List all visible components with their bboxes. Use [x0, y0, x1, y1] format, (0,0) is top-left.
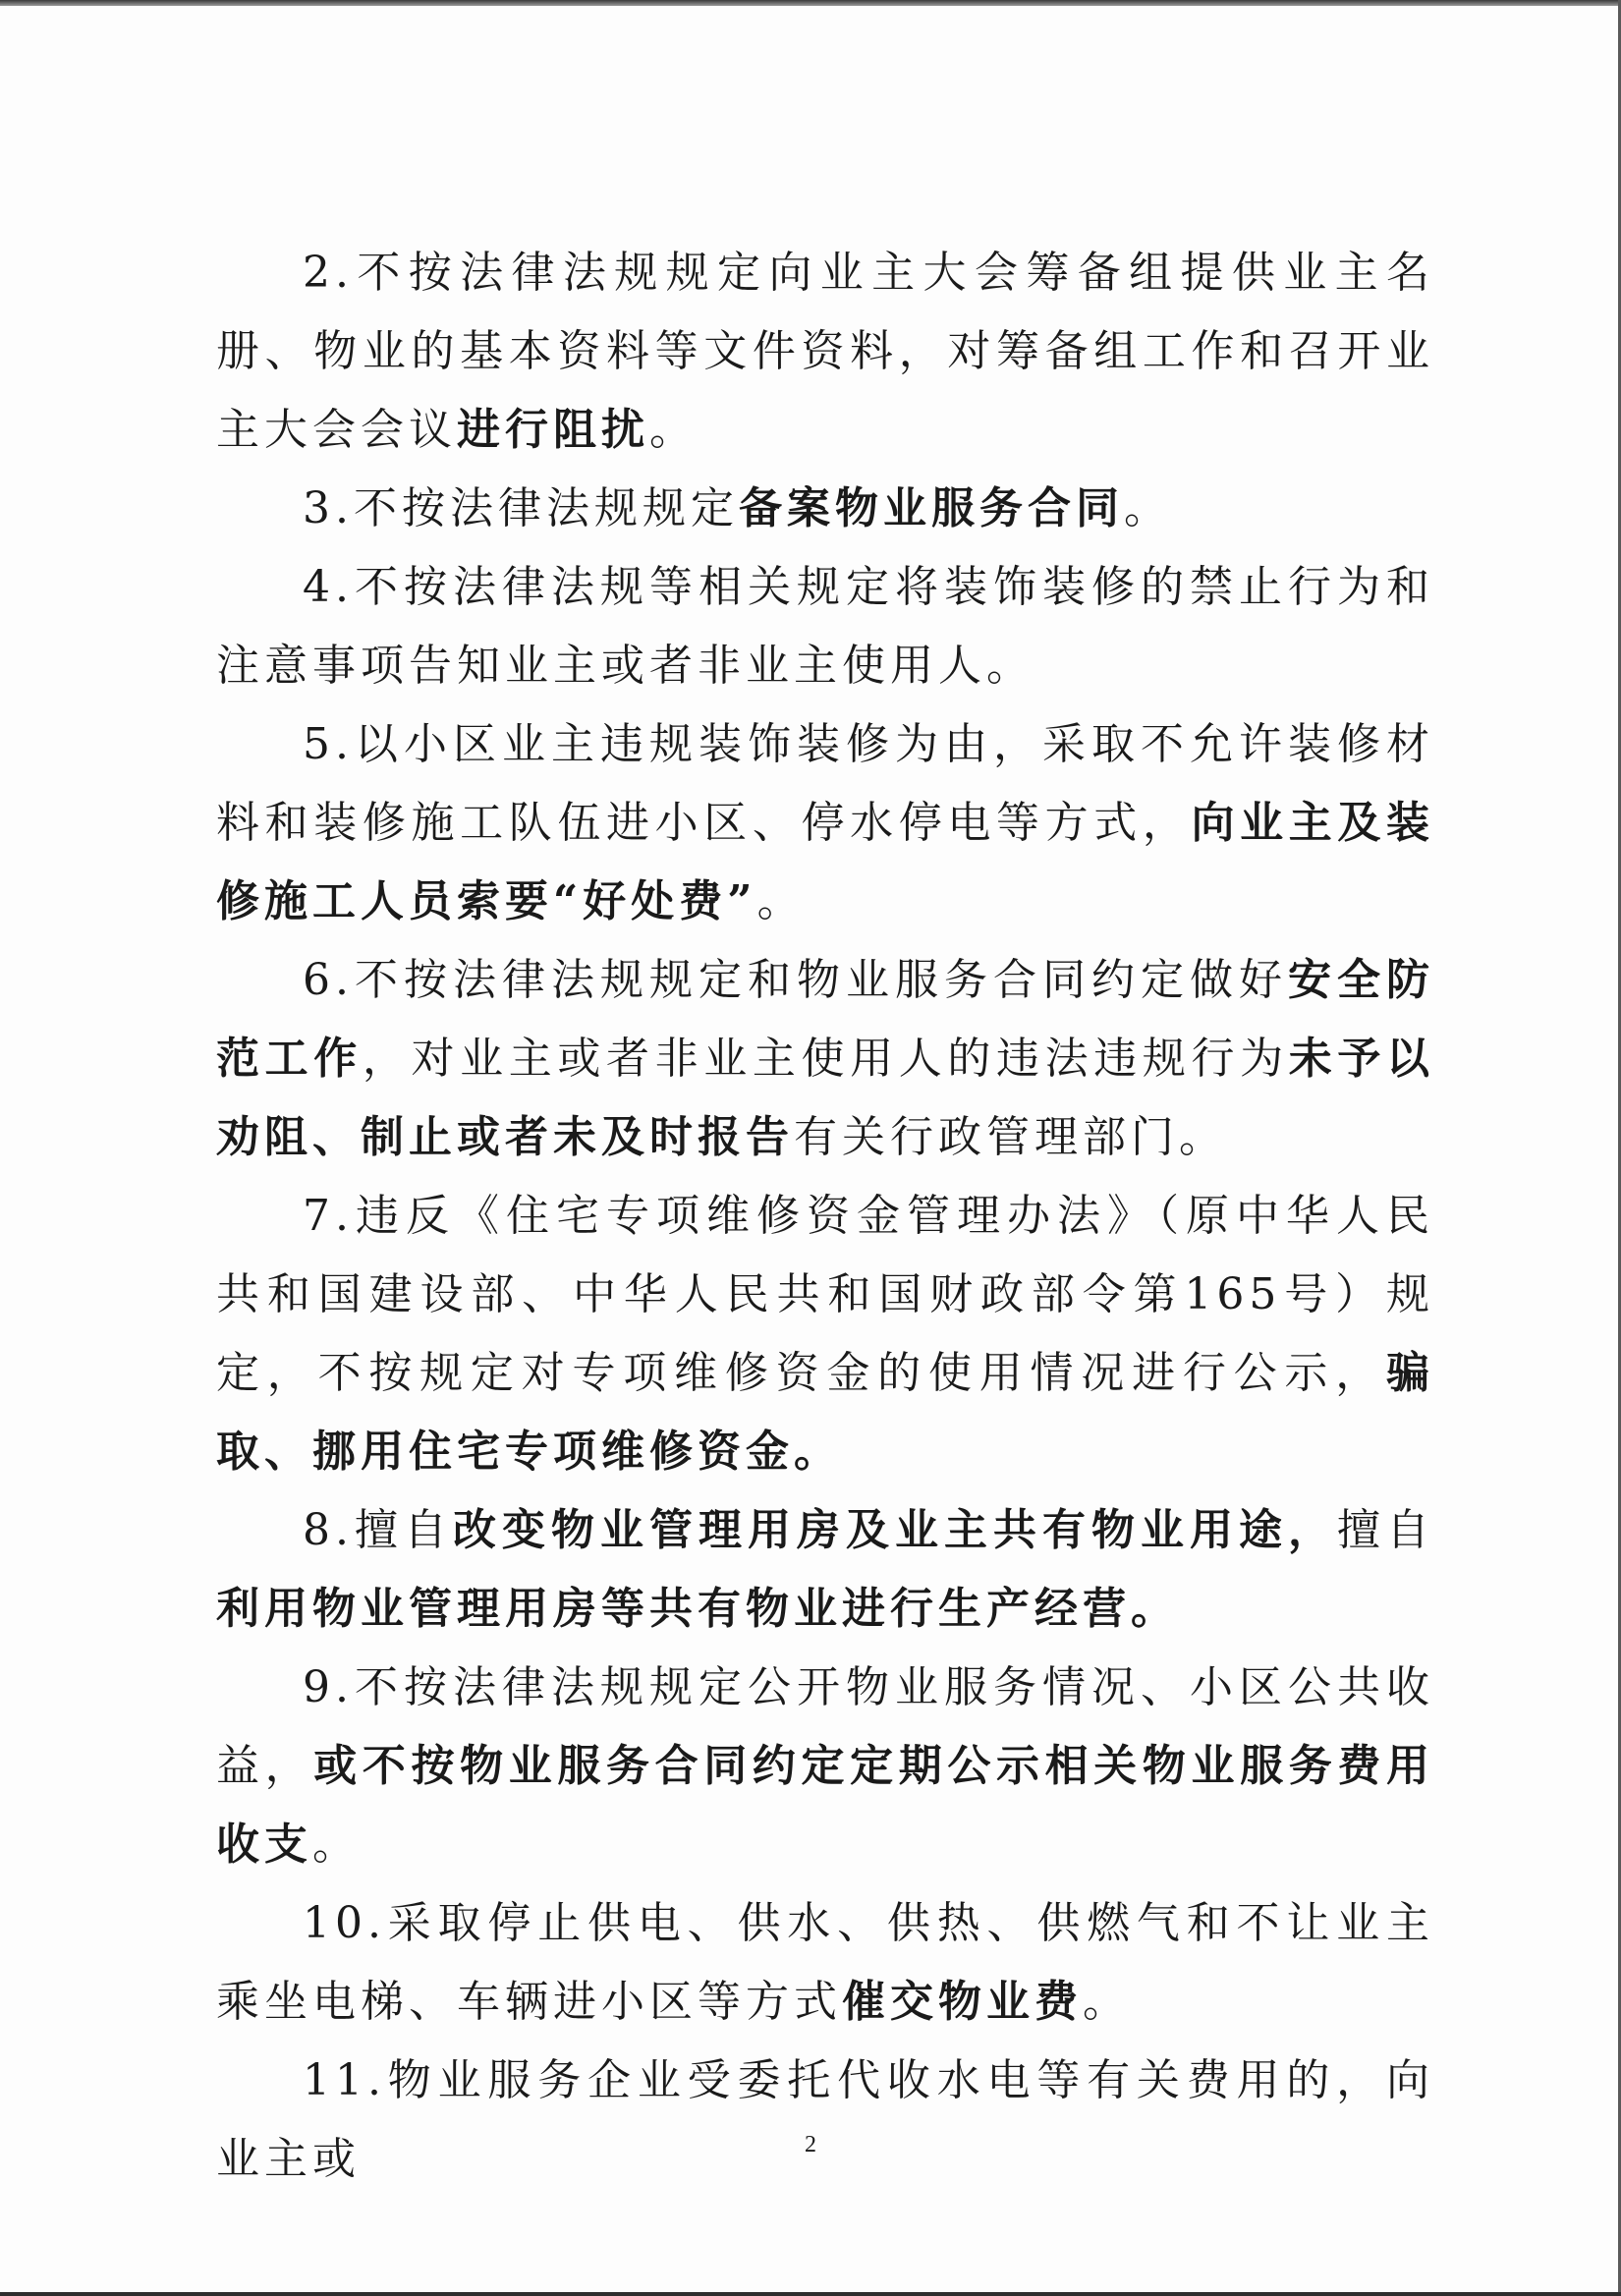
text-run: 3.不按法律法规规定 — [303, 483, 739, 533]
paragraph-7 — [216, 1177, 1434, 1491]
paragraph-3 — [216, 470, 1434, 548]
scan-edge-bottom — [0, 2292, 1621, 2296]
paragraph-10 — [216, 1884, 1434, 2042]
text-run: ，对业主或者非业主使用人的违法违规行为 — [362, 1034, 1289, 1084]
bold-text-run: 安全防范工作 — [216, 955, 1435, 1084]
text-run: 7.违反《住宅专项维修资金管理办法》（原中华人民共和国建设部、中华人民共和国财政部令第165号）规定，不按规定对专项维修资金的使用情况进行公示， — [216, 1191, 1434, 1398]
paragraph-4 — [216, 548, 1434, 705]
text-run: 10.采取停止供电、供水、供热、供燃气和不让业主乘坐电梯、车辆进小区等方式 — [216, 1898, 1434, 2027]
text-run: 有关行政管理部门。 — [794, 1112, 1227, 1162]
text-run: 。 — [649, 405, 698, 455]
bold-text-run: 进行阻扰 — [457, 405, 649, 455]
paragraph-11 — [216, 2042, 1434, 2199]
bold-text-run: 或不按物业服务合同约定定期公示相关物业服务费用收支 — [216, 1741, 1434, 1870]
text-run: 9.不按法律法规规定公开物业服务情况、小区公共收益， — [216, 1662, 1434, 1791]
text-run: 。 — [1083, 1977, 1131, 2027]
bold-text-run: 改变物业管理用房及业主共有物业用途， — [452, 1505, 1337, 1555]
text-run: 。 — [1123, 483, 1172, 533]
text-run: 11.物业服务企业受委托代收水电等有关费用的，向业主或 — [216, 2055, 1434, 2184]
text-run: 2.不按法律法规规定向业主大会筹备组提供业主名册、物业的基本资料等文件资料，对筹备组工作和召开业主大会会议 — [216, 248, 1434, 455]
page-number: 2 — [805, 2132, 816, 2157]
text-run: 4.不按法律法规等相关规定将装饰装修的禁止行为和注意事项告知业主或者非业主使用人。 — [216, 562, 1434, 691]
text-run: 8.擅自 — [303, 1505, 453, 1555]
bold-text-run: 未予以劝阻、制止或者未及时报告 — [216, 1034, 1434, 1162]
bold-text-run: 备案物业服务合同 — [738, 483, 1124, 533]
text-run: 5.以小区业主违规装饰装修为由，采取不允许装修材料和装修施工队伍进小区、停水停电等方式， — [216, 719, 1434, 848]
text-run: 6.不按法律法规规定和物业服务合同约定做好 — [303, 955, 1288, 1005]
scan-edge-top — [0, 0, 1621, 6]
paragraph-5 — [216, 705, 1434, 941]
bold-text-run: 向业主及装修施工人员索要“好处费” — [216, 798, 1434, 926]
paragraph-2 — [216, 234, 1434, 470]
paragraph-6 — [216, 941, 1434, 1177]
text-run: 。 — [756, 876, 806, 926]
document-body — [216, 234, 1434, 2199]
bold-text-run: 骗取、挪用住宅专项维修资金。 — [216, 1348, 1434, 1477]
paragraph-8 — [216, 1491, 1434, 1649]
text-run: 。 — [312, 1820, 361, 1870]
paragraph-9 — [216, 1649, 1434, 1884]
bold-text-run: 利用物业管理用房等共有物业进行生产经营。 — [216, 1584, 1179, 1634]
text-run: 擅自 — [1337, 1505, 1435, 1555]
bold-text-run: 催交物业费 — [842, 1977, 1083, 2027]
